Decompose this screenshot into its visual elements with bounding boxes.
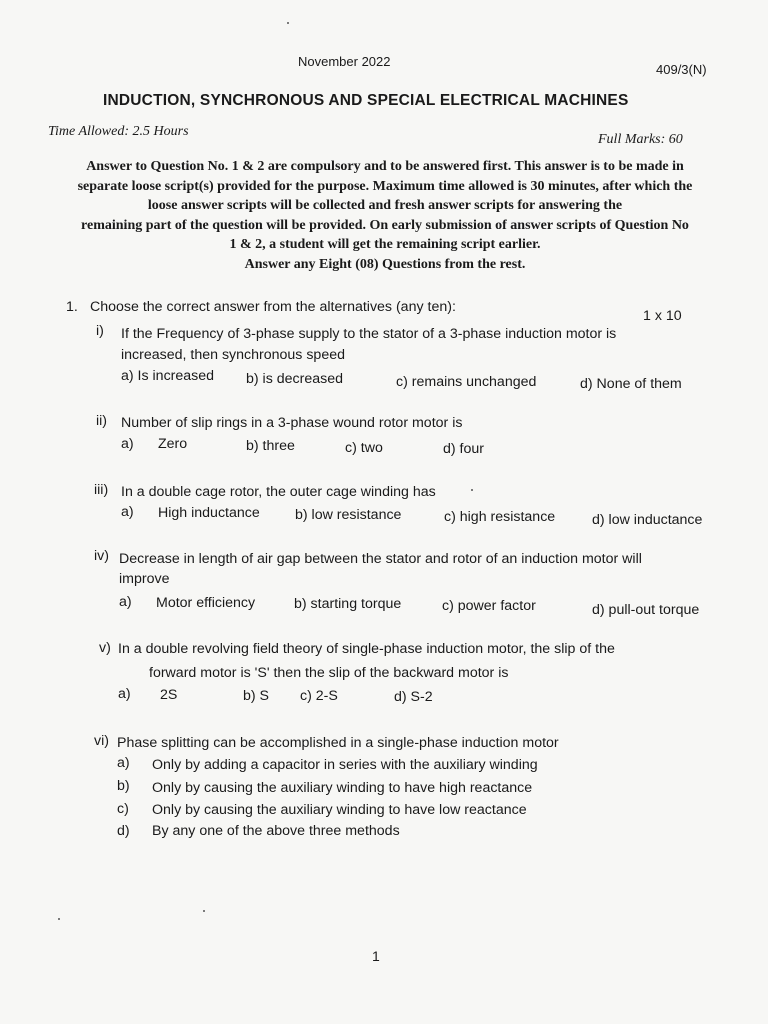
option: c) 2-S	[300, 688, 338, 704]
option: b) low resistance	[295, 507, 402, 523]
question-marks: 1 x 10	[643, 308, 682, 324]
option: c) remains unchanged	[396, 374, 537, 390]
item-text: forward motor is 'S' then the slip of the backward motor is	[149, 665, 509, 681]
option-letter: c)	[117, 801, 129, 817]
instruction-line: 1 & 2, a student will get the remaining script earlier.	[229, 237, 541, 252]
page-number: 1	[372, 948, 380, 964]
option: 2S	[160, 687, 178, 703]
speck	[203, 910, 205, 912]
option: a) Is increased	[121, 368, 215, 384]
item-text: If the Frequency of 3-phase supply to the stator of a 3-phase induction motor is	[121, 326, 617, 342]
full-marks: Full Marks: 60	[598, 132, 683, 147]
option: a)	[121, 436, 134, 452]
item-text: improve	[119, 571, 170, 587]
option: d) pull-out torque	[592, 602, 700, 618]
option: c) high resistance	[444, 509, 556, 525]
option-text: Only by causing the auxiliary winding to have high reactance	[152, 780, 533, 796]
question-text: Choose the correct answer from the alternatives (any ten):	[90, 299, 456, 315]
speck	[58, 918, 60, 920]
option-letter: a)	[117, 755, 130, 771]
instruction-line: Answer to Question No. 1 & 2 are compulsory and to be answered first. This answer is to be made in	[86, 159, 684, 174]
instruction-line: separate loose script(s) provided for the purpose. Maximum time allowed is 30 minutes, after which the	[77, 178, 693, 194]
item-text: In a double revolving field theory of single-phase induction motor, the slip of the	[118, 641, 615, 657]
option: b) is decreased	[246, 371, 343, 387]
exam-date: November 2022	[298, 54, 391, 69]
instruction-line: Answer any Eight (08) Questions from the rest.	[244, 256, 526, 272]
instructions-block	[40, 157, 730, 274]
item-number: vi)	[94, 733, 109, 749]
option: a)	[118, 686, 131, 702]
item-number: iii)	[94, 482, 109, 498]
instruction-line: remaining part of the question will be provided. On early submission of answer scripts of Question No	[81, 217, 689, 233]
option: c) two	[345, 440, 383, 456]
option: b) S	[243, 688, 270, 704]
option: High inductance	[158, 505, 260, 521]
option: d) S-2	[394, 689, 433, 705]
option: d) None of them	[580, 376, 682, 392]
option: c) power factor	[442, 598, 536, 614]
option-text: Only by adding a capacitor in series with the auxiliary winding	[152, 757, 538, 773]
item-text: Phase splitting can be accomplished in a single-phase induction motor	[117, 735, 559, 751]
option-letter: b)	[117, 778, 130, 794]
option-text: Only by causing the auxiliary winding to have low reactance	[152, 802, 527, 818]
speck	[471, 489, 473, 491]
option: a)	[119, 594, 132, 610]
item-text: Decrease in length of air gap between the stator and rotor of an induction motor will	[119, 551, 642, 567]
option-text: By any one of the above three methods	[152, 823, 400, 839]
option-letter: d)	[117, 823, 130, 839]
paper-title: INDUCTION, SYNCHRONOUS AND SPECIAL ELECTRICAL MACHINES	[103, 92, 629, 109]
option: b) three	[246, 438, 295, 454]
item-number: ii)	[96, 413, 108, 429]
paper-code: 409/3(N)	[656, 62, 707, 77]
option: b) starting torque	[294, 596, 402, 612]
item-text: Number of slip rings in a 3-phase wound rotor motor is	[121, 415, 463, 431]
option: Motor efficiency	[156, 595, 256, 611]
question-number: 1.	[66, 299, 78, 315]
time-allowed: Time Allowed: 2.5 Hours	[48, 124, 189, 139]
option: a)	[121, 504, 134, 520]
option: Zero	[158, 436, 188, 452]
option: d) four	[443, 441, 485, 457]
instruction-line: loose answer scripts will be collected and fresh answer scripts for answering the	[147, 198, 623, 213]
speck	[287, 22, 289, 24]
item-number: iv)	[94, 548, 109, 564]
item-number: v)	[99, 640, 111, 656]
item-text: In a double cage rotor, the outer cage winding has	[121, 484, 436, 500]
item-text: increased, then synchronous speed	[121, 347, 345, 363]
option: d) low inductance	[592, 512, 703, 528]
item-number: i)	[96, 323, 104, 339]
